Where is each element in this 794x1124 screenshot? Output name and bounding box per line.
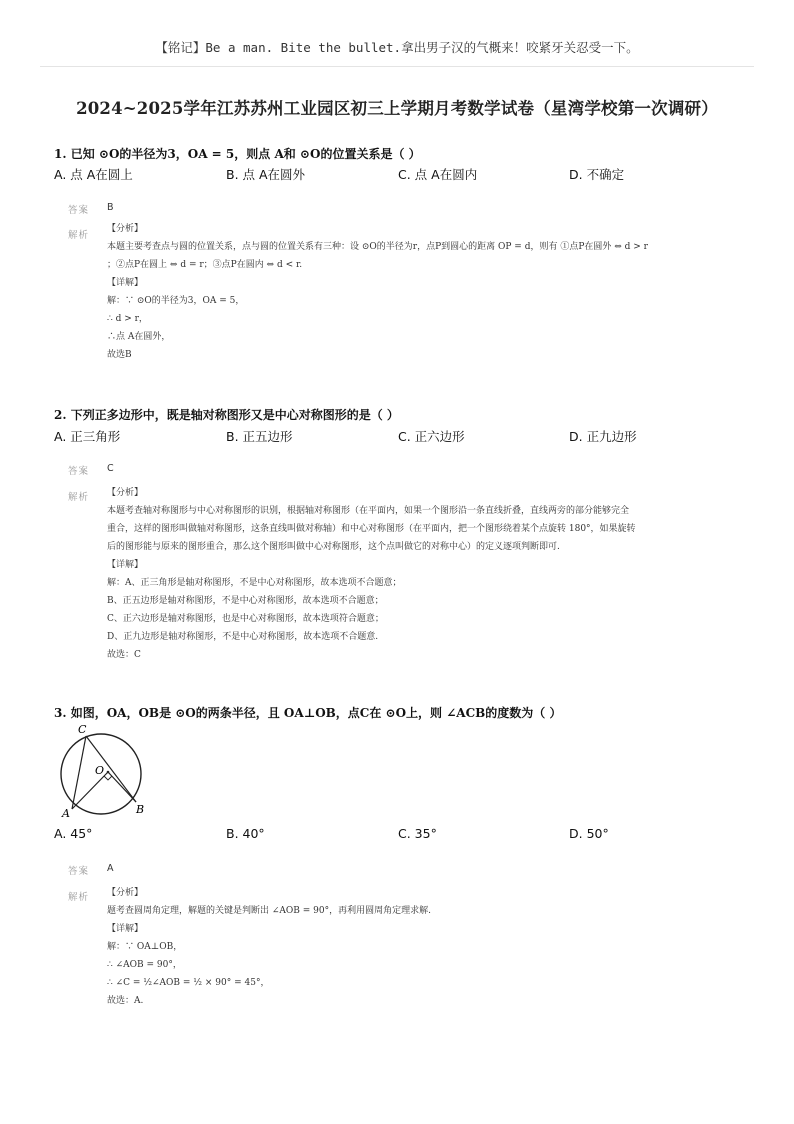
analysis-line: 本题主要考查点与圆的位置关系，点与圆的位置关系有三种：设 ⊙O的半径为r，点P到圆心的距离 OP = d，则有 ①点P在圆外 ⇔ d > r [107, 242, 648, 252]
analysis-line: C、正六边形是轴对称图形，也是中心对称图形，故本选项符合题意； [107, 614, 384, 624]
question-3-option-c[interactable]: C. 35° [398, 826, 437, 841]
circle-figure [56, 724, 152, 820]
question-2-answer: C [107, 463, 114, 474]
question-1-option-a[interactable]: A. 点 A在圆上 [54, 167, 133, 182]
analysis-line: 【详解】 [107, 278, 144, 288]
analysis-line: ∴点 A在圆外， [107, 332, 171, 342]
analysis-line: 【详解】 [107, 560, 144, 570]
question-3-stem: 3. 如图，OA，OB是 ⊙O的两条半径，且 OA⊥OB，点C在 ⊙O上，则 ∠ACB的度数为（ ） [54, 706, 562, 720]
segment-ca [72, 736, 86, 809]
analysis-line: 【分析】 [107, 888, 144, 898]
analysis-line: ；②点P在圆上 ⇔ d = r；③点P在圆内 ⇔ d < r. [107, 260, 303, 270]
analysis-line: 【分析】 [107, 224, 144, 234]
analysis-line: 【分析】 [107, 488, 144, 498]
right-angle-mark [104, 776, 112, 780]
label-a: A [62, 807, 70, 820]
center-point [107, 771, 110, 774]
segment-oa [72, 772, 108, 809]
analysis-line: ∴ ∠C = ½∠AOB = ½ × 90° = 45°， [107, 978, 270, 988]
analysis-line: 后的图形能与原来的图形重合，那么这个图形叫做中心对称图形，这个点叫做它的对称中心）的定义逐项判断即可. [107, 542, 560, 552]
analysis-line: 解：A、正三角形是轴对称图形，不是中心对称图形，故本选项不合题意； [107, 578, 402, 588]
question-1-stem: 1. 已知 ⊙O的半径为3，OA = 5，则点 A和 ⊙O的位置关系是（ ） [54, 147, 421, 161]
analysis-line: 故选B [107, 350, 132, 360]
answer-label: 答案 [68, 866, 90, 877]
analysis-line: 故选：C [107, 650, 141, 660]
question-1-option-b[interactable]: B. 点 A在圆外 [226, 167, 306, 182]
question-2-option-a[interactable]: A. 正三角形 [54, 429, 121, 444]
question-1-answer: B [107, 202, 114, 213]
analysis-line: ∴ d > r， [107, 314, 148, 324]
analysis-line: 解：∵ OA⊥OB， [107, 942, 183, 952]
answer-label: 答案 [68, 466, 90, 477]
question-1-option-c[interactable]: C. 点 A在圆内 [398, 167, 478, 182]
label-c: C [78, 724, 87, 736]
analysis-line: B、正五边形是轴对称图形，不是中心对称图形，故本选项不合题意； [107, 596, 384, 606]
header-divider [40, 66, 754, 67]
question-1-analysis [107, 220, 727, 364]
question-2-analysis [107, 484, 727, 664]
question-2-stem: 2. 下列正多边形中，既是轴对称图形又是中心对称图形的是（ ） [54, 408, 399, 422]
analysis-line: D、正九边形是轴对称图形，不是中心对称图形，故本选项不合题意. [107, 632, 379, 642]
segment-ob [108, 772, 136, 802]
question-2-option-c[interactable]: C. 正六边形 [398, 429, 465, 444]
analysis-line: 题考查圆周角定理，解题的关键是判断出 ∠AOB = 90°，再利用圆周角定理求解. [107, 906, 431, 916]
question-3-option-d[interactable]: D. 50° [569, 826, 609, 841]
answer-label: 答案 [68, 205, 90, 216]
page-title: 2024~2025学年江苏苏州工业园区初三上学期月考数学试卷（星湾学校第一次调研） [76, 99, 718, 118]
label-b: B [136, 803, 145, 816]
analysis-line: ∴ ∠AOB = 90°， [107, 960, 182, 970]
analysis-line: 故选：A. [107, 996, 144, 1006]
analysis-line: 【详解】 [107, 924, 144, 934]
question-3-analysis [107, 884, 727, 1010]
question-1-option-d[interactable]: D. 不确定 [569, 167, 625, 182]
question-3-answer: A [107, 863, 114, 874]
analysis-label: 解析 [68, 492, 90, 503]
question-3-option-a[interactable]: A. 45° [54, 826, 93, 841]
question-3-option-b[interactable]: B. 40° [226, 826, 265, 841]
question-2-option-b[interactable]: B. 正五边形 [226, 429, 293, 444]
analysis-label: 解析 [68, 892, 90, 903]
analysis-line: 重合，这样的图形叫做轴对称图形，这条直线叫做对称轴）和中心对称图形（在平面内，把一个图形绕着某个点旋转 180°，如果旋转 [107, 524, 636, 534]
analysis-line: 解：∵ ⊙O的半径为3，OA = 5， [107, 296, 245, 306]
analysis-label: 解析 [68, 230, 90, 241]
question-2-option-d[interactable]: D. 正九边形 [569, 429, 637, 444]
motto-banner: 【铭记】Be a man. Bite the bullet.拿出男子汉的气概来！咬紧牙关忍受一下。 [155, 40, 639, 55]
label-o: O [95, 764, 105, 777]
analysis-line: 本题考查轴对称图形与中心对称图形的识别，根据轴对称图形（在平面内，如果一个图形沿一条直线折叠，直线两旁的部分能够完全 [107, 506, 630, 516]
